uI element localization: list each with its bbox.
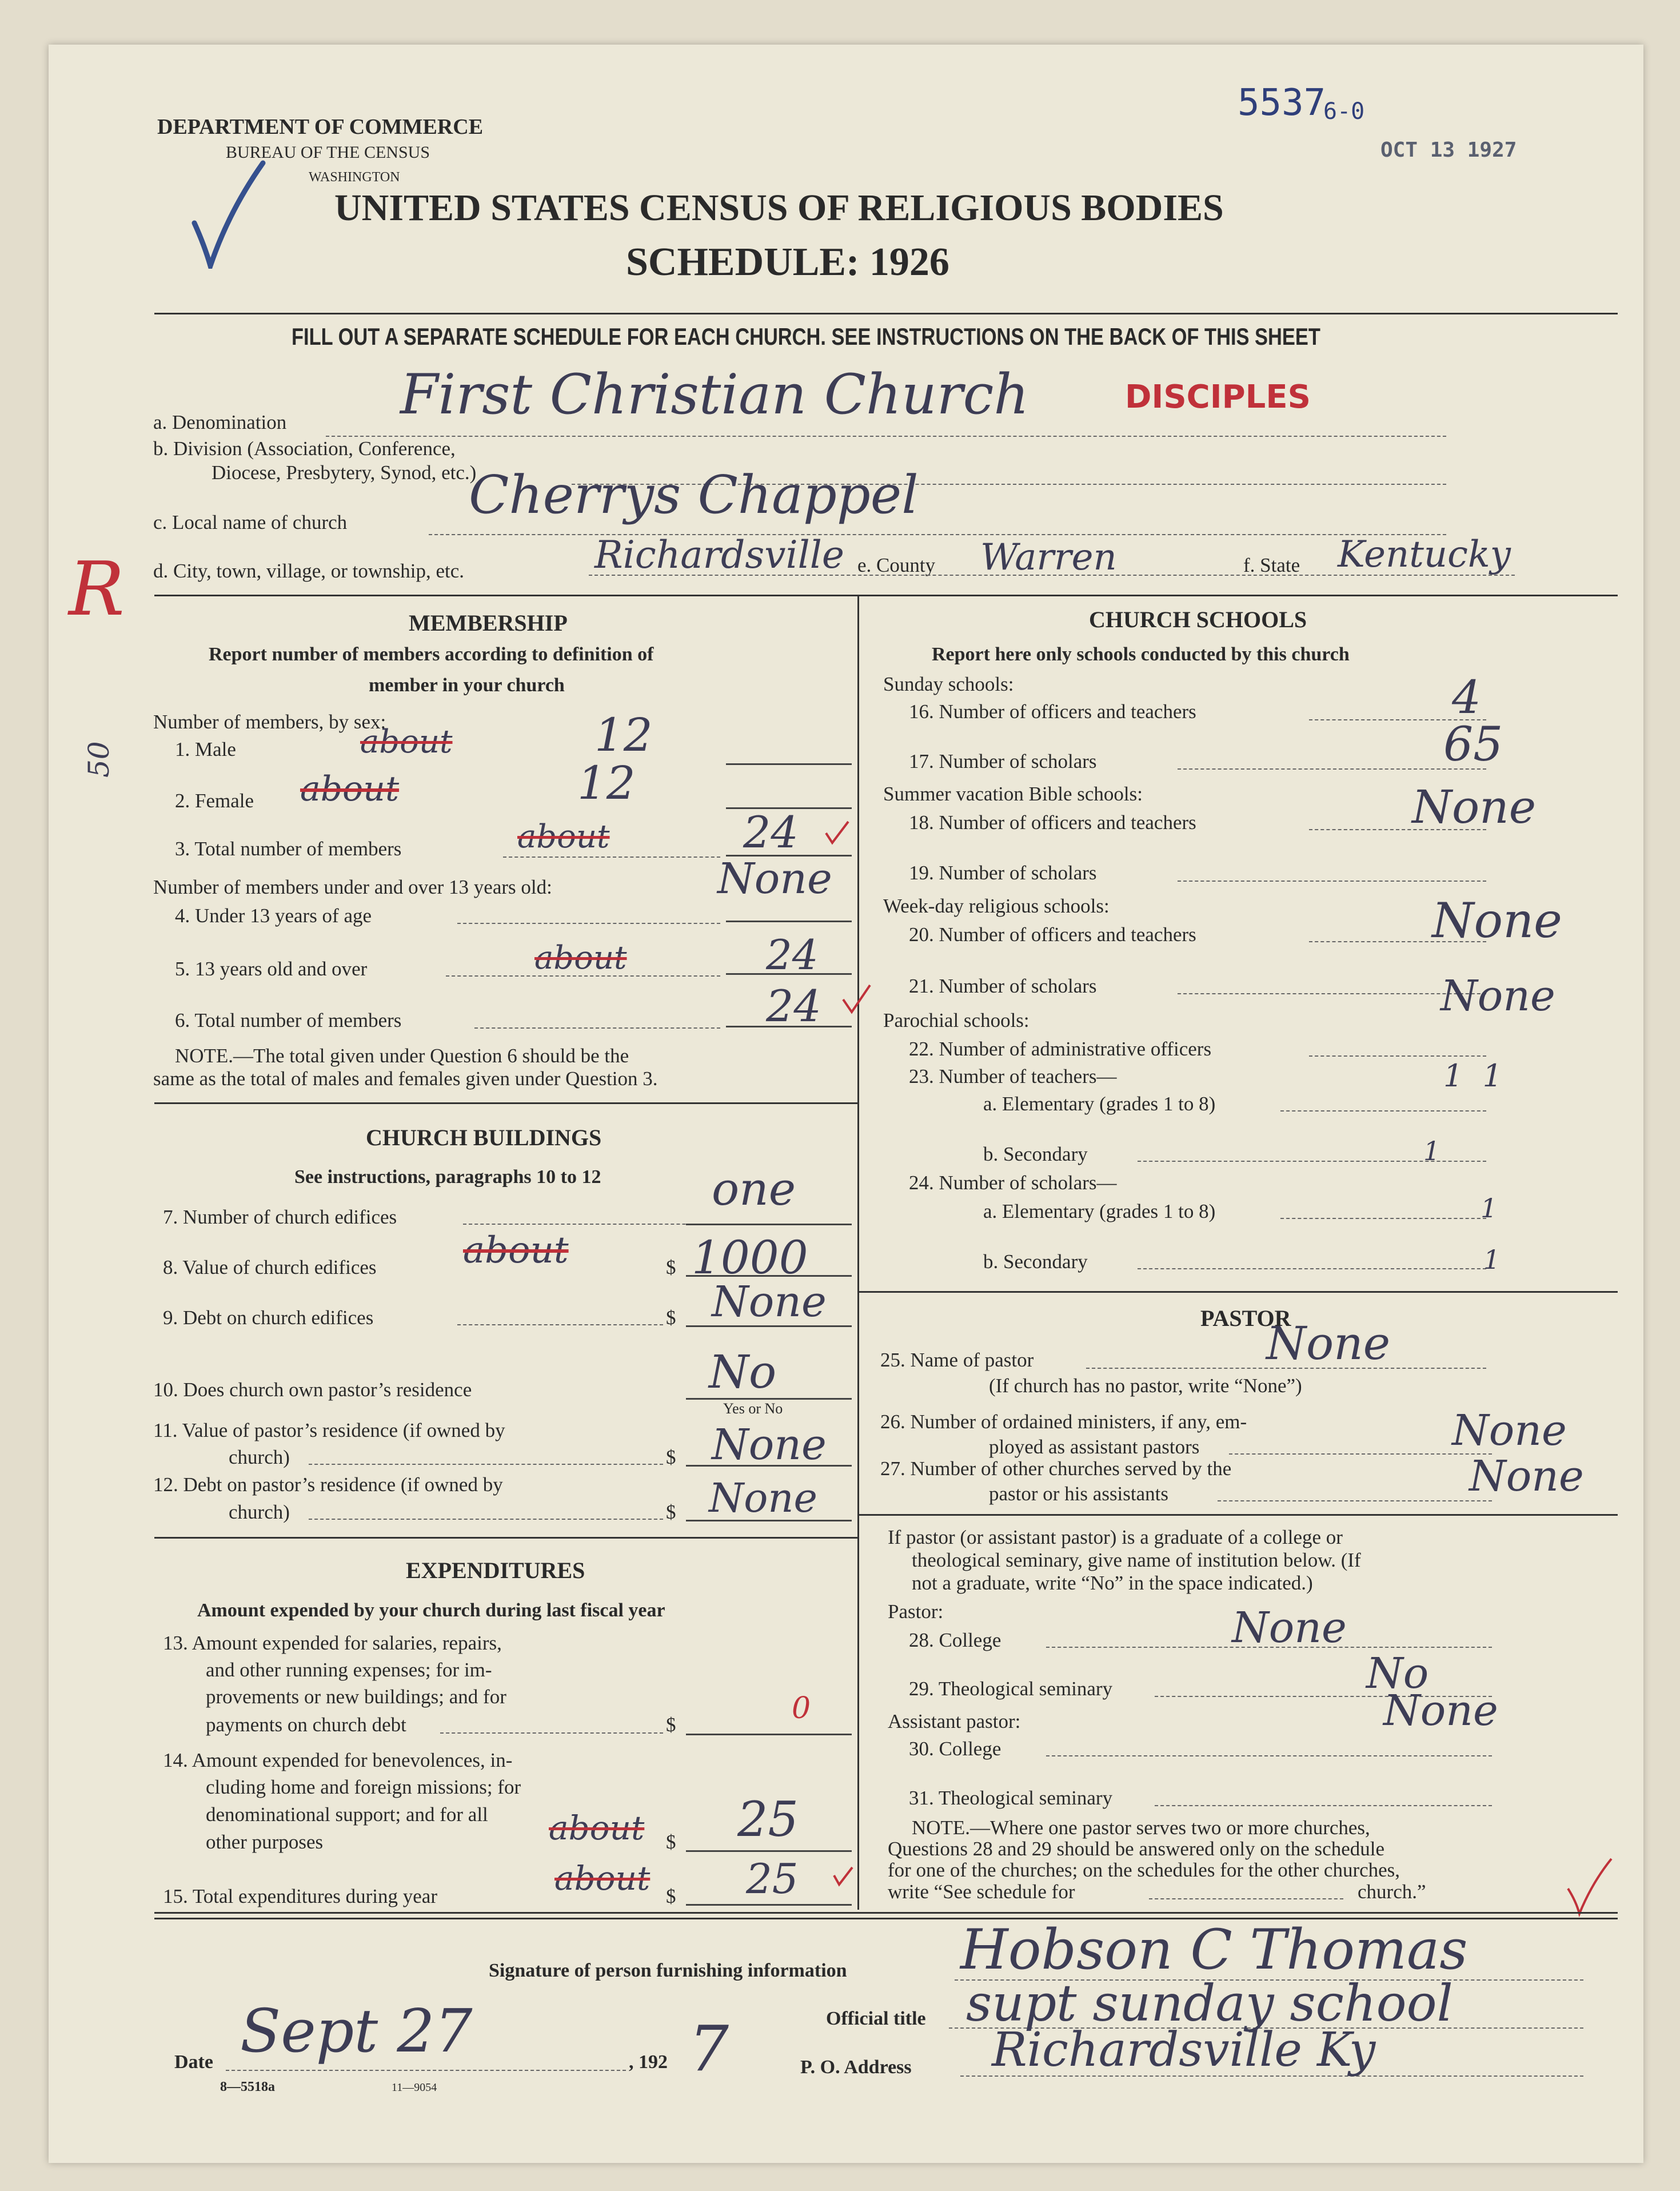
- q13-leader: [440, 1732, 663, 1734]
- q11-answer-line: [686, 1465, 852, 1467]
- graduate-instruction-2: theological seminary, give name of institution below. (If: [912, 1549, 1361, 1571]
- q10-residence-label: 10. Does church own pastor’s residence: [153, 1379, 472, 1401]
- q12-leader: [309, 1519, 663, 1520]
- q11-leader: [309, 1464, 663, 1465]
- q12-value: None: [709, 1475, 817, 1521]
- q4-under-13-label: 4. Under 13 years of age: [175, 905, 372, 927]
- q18-label: 18. Number of officers and teachers: [909, 811, 1196, 834]
- q26-label-line-2: ployed as assistant pastors: [989, 1436, 1200, 1458]
- official-title-label: Official title: [826, 2008, 926, 2029]
- section-rule-top: [154, 595, 1618, 596]
- q2-struck-word: about: [300, 769, 400, 809]
- q9-value: None: [712, 1277, 827, 1326]
- q31-label: 31. Theological seminary: [909, 1787, 1113, 1809]
- q9-leader: [457, 1324, 663, 1325]
- q16-label: 16. Number of officers and teachers: [909, 700, 1196, 723]
- membership-bottom-rule: [154, 1102, 857, 1104]
- parochial-schools-label: Parochial schools:: [883, 1009, 1029, 1031]
- q14-label-line-2: cluding home and foreign missions; for: [206, 1776, 521, 1798]
- q15-dollar-sign: $: [666, 1885, 676, 1907]
- expenditures-heading: EXPENDITURES: [406, 1557, 585, 1583]
- q20-label: 20. Number of officers and teachers: [909, 923, 1196, 946]
- pastor-note-4: write “See schedule for: [888, 1881, 1075, 1903]
- church-buildings-heading: CHURCH BUILDINGS: [366, 1125, 602, 1150]
- assistant-pastor-label: Assistant pastor:: [888, 1710, 1021, 1732]
- q1-male-label: 1. Male: [175, 738, 236, 760]
- q6-leader: [474, 1027, 720, 1029]
- margin-r-mark: R: [69, 545, 125, 632]
- pastor-heading: PASTOR: [1200, 1305, 1291, 1331]
- q3-total-value: 24: [743, 807, 799, 858]
- q9-debt-edifices-label: 9. Debt on church edifices: [163, 1306, 374, 1329]
- q27-label-line-2: pastor or his assistants: [989, 1483, 1169, 1505]
- q13-dollar-sign: $: [666, 1714, 676, 1736]
- q24b-leader: [1138, 1268, 1486, 1269]
- footer-top-rule: [154, 1912, 1618, 1914]
- year-value: 7: [689, 2012, 729, 2085]
- q11-dollar-sign: $: [666, 1446, 676, 1468]
- signature-label: Signature of person furnishing information: [489, 1960, 847, 1981]
- q30-label: 30. College: [909, 1738, 1001, 1760]
- q5-value: 24: [766, 931, 819, 979]
- q7-answer-line: [686, 1224, 852, 1225]
- q16-value: 4: [1452, 671, 1481, 724]
- membership-intro-2: member in your church: [369, 675, 565, 696]
- q28-value: None: [1232, 1603, 1347, 1652]
- print-code: 11—9054: [392, 2081, 437, 2094]
- city-heading: WASHINGTON: [309, 170, 400, 185]
- q13-label-line-4: payments on church debt: [206, 1714, 406, 1736]
- q21-value: None: [1440, 971, 1555, 1021]
- q24-label: 24. Number of scholars—: [909, 1172, 1117, 1194]
- membership-note-1: NOTE.—The total given under Question 6 should be the: [175, 1045, 629, 1067]
- q23b-mark: 1: [1423, 1136, 1440, 1166]
- q11-label-line-1: 11. Value of pastor’s residence (if owned by: [153, 1419, 505, 1441]
- file-number-suffix: 6-0: [1323, 98, 1365, 125]
- q6-check-mark: [840, 982, 875, 1017]
- q28-label: 28. College: [909, 1629, 1001, 1651]
- q25-label: 25. Name of pastor: [880, 1349, 1034, 1371]
- q4-answer-line: [726, 921, 852, 922]
- q3-struck-word: about: [517, 818, 610, 855]
- q14-label-line-4: other purposes: [206, 1831, 324, 1853]
- signature-value: Hobson C Thomas: [960, 1918, 1468, 1982]
- q11-value: None: [712, 1420, 827, 1469]
- q15-struck-word: about: [554, 1859, 651, 1898]
- date-label: Date: [174, 2051, 213, 2073]
- division-label-line-2: Diocese, Presbytery, Synod, etc.): [212, 461, 477, 484]
- q13-value: 0: [792, 1691, 811, 1726]
- q13-answer-line: [686, 1734, 852, 1735]
- q8-dollar-sign: $: [666, 1256, 676, 1278]
- graduate-instruction-3: not a graduate, write “No” in the space indicated.): [912, 1572, 1313, 1594]
- department-heading: DEPARTMENT OF COMMERCE: [157, 115, 484, 139]
- assistant-pastor-value: None: [1383, 1686, 1498, 1735]
- pastor-note-2: Questions 28 and 29 should be answered only on the schedule: [888, 1838, 1385, 1860]
- q23a-leader: [1280, 1110, 1486, 1112]
- q6-total-value: 24: [766, 981, 821, 1031]
- weekday-schools-label: Week-day religious schools:: [883, 895, 1110, 917]
- column-divider: [857, 595, 859, 1910]
- q10-value: No: [709, 1345, 777, 1399]
- church-schools-intro: Report here only schools conducted by this church: [932, 644, 1350, 665]
- q7-edifices-label: 7. Number of church edifices: [163, 1206, 397, 1228]
- q23a-label: a. Elementary (grades 1 to 8): [983, 1093, 1216, 1115]
- expenditures-intro: Amount expended by your church during last fiscal year: [197, 1600, 665, 1621]
- form-title: UNITED STATES CENSUS OF RELIGIOUS BODIES: [334, 187, 1224, 229]
- q12-label-line-1: 12. Debt on pastor’s residence (if owned by: [153, 1473, 503, 1496]
- q21-label: 21. Number of scholars: [909, 975, 1097, 997]
- denomination-line: [326, 436, 1446, 437]
- q12-answer-line: [686, 1520, 852, 1521]
- q14-struck-word: about: [549, 1808, 645, 1847]
- q2-female-value: 12: [577, 756, 636, 810]
- q8-value-edifices-label: 8. Value of church edifices: [163, 1256, 377, 1278]
- q27-value: None: [1469, 1452, 1584, 1501]
- margin-fifty-mark: 50: [82, 741, 115, 778]
- q13-label-line-3: provements or new buildings; and for: [206, 1686, 506, 1708]
- official-title-value: supt sunday school: [966, 1974, 1453, 2033]
- q5-answer-line: [726, 973, 852, 975]
- members-by-age-label: Number of members under and over 13 years old:: [153, 876, 552, 898]
- sunday-schools-label: Sunday schools:: [883, 673, 1014, 695]
- q13-label-line-2: and other running expenses; for im-: [206, 1659, 492, 1681]
- bureau-heading: BUREAU OF THE CENSUS: [226, 143, 430, 162]
- q14-label-line-3: denominational support; and for all: [206, 1803, 488, 1826]
- denomination-stamp: DISCIPLES: [1125, 379, 1311, 416]
- q23-mark: 1 1: [1443, 1058, 1503, 1094]
- q15-total-expenditures-label: 15. Total expenditures during year: [163, 1885, 437, 1907]
- q5-13-and-over-label: 5. 13 years old and over: [175, 958, 368, 980]
- q4-leader: [457, 923, 720, 924]
- members-by-sex-label: Number of members, by sex:: [153, 711, 386, 733]
- date-value: Sept 27: [240, 1996, 473, 2066]
- q24b-mark: 1: [1483, 1244, 1501, 1275]
- buildings-bottom-rule: [154, 1537, 857, 1539]
- county-value: Warren: [980, 536, 1117, 579]
- q3-check-mark: [823, 819, 852, 847]
- q22-label: 22. Number of administrative officers: [909, 1038, 1212, 1060]
- q7-edifices-value: one: [712, 1162, 796, 1216]
- q19-label: 19. Number of scholars: [909, 862, 1097, 884]
- summer-schools-label: Summer vacation Bible schools:: [883, 783, 1143, 805]
- q1-struck-word: about: [360, 723, 453, 760]
- pastor-note-1: NOTE.—Where one pastor serves two or more churches,: [912, 1816, 1370, 1839]
- po-address-value: Richardsville Ky: [992, 2023, 1376, 2077]
- q6-answer-line: [726, 1026, 852, 1027]
- q18-value: None: [1412, 780, 1537, 834]
- q15-check-mark: [832, 1865, 855, 1888]
- pastor-label: Pastor:: [888, 1600, 944, 1623]
- q23-label: 23. Number of teachers—: [909, 1065, 1117, 1087]
- q27-label-line-1: 27. Number of other churches served by the: [880, 1457, 1232, 1480]
- state-value: Kentucky: [1338, 533, 1511, 576]
- denomination-value: First Christian Church: [400, 362, 1029, 427]
- membership-heading: MEMBERSHIP: [409, 610, 568, 636]
- division-label-line-1: b. Division (Association, Conference,: [153, 437, 456, 460]
- q17-leader: [1178, 768, 1486, 770]
- q27-leader: [1218, 1500, 1492, 1501]
- county-label: e. County: [857, 554, 936, 576]
- q29-label: 29. Theological seminary: [909, 1678, 1113, 1700]
- see-schedule-blank: [1149, 1898, 1343, 1899]
- q24a-leader: [1280, 1218, 1486, 1219]
- city-label: d. City, town, village, or township, etc.: [153, 560, 465, 582]
- q24a-mark: 1: [1481, 1193, 1498, 1224]
- pastor-note-3: for one of the churches; on the schedules for the other churches,: [888, 1859, 1400, 1881]
- q12-dollar-sign: $: [666, 1501, 676, 1523]
- separate-schedule-instruction: FILL OUT A SEPARATE SCHEDULE FOR EACH CHURCH. SEE INSTRUCTIONS ON THE BACK OF THIS SHEET: [292, 323, 1320, 350]
- q2-female-label: 2. Female: [175, 790, 254, 812]
- q14-value: 25: [737, 1791, 799, 1847]
- file-number-stamp: 5537: [1238, 82, 1326, 124]
- q22-leader: [1309, 1055, 1486, 1057]
- q25-value: None: [1266, 1317, 1391, 1370]
- red-check-mark-margin: [1563, 1855, 1615, 1918]
- church-buildings-intro: See instructions, paragraphs 10 to 12: [294, 1166, 601, 1188]
- year-label: , 192: [629, 2051, 668, 2073]
- q5-struck-word: about: [534, 939, 627, 977]
- q15-value: 25: [746, 1855, 799, 1903]
- q7-leader: [463, 1224, 715, 1225]
- q10-answer-line: [686, 1398, 852, 1400]
- received-date-stamp: OCT 13 1927: [1380, 138, 1517, 162]
- form-subtitle: SCHEDULE: 1926: [626, 240, 949, 284]
- q15-answer-line: [686, 1904, 852, 1906]
- q8-value: 1000: [692, 1231, 808, 1284]
- q11-label-line-2: church): [229, 1446, 290, 1468]
- q26-value: None: [1452, 1406, 1567, 1455]
- q23b-label: b. Secondary: [983, 1143, 1088, 1165]
- local-name-value: Cherrys Chappel: [469, 464, 919, 525]
- q17-value: 65: [1443, 718, 1503, 772]
- q31-leader: [1155, 1805, 1492, 1806]
- pastor-mid-rule: [857, 1514, 1618, 1516]
- q20-value: None: [1432, 893, 1562, 949]
- city-county-state-line: [589, 575, 1515, 576]
- q3-leader: [503, 857, 720, 858]
- members-by-age-value: None: [717, 854, 832, 903]
- church-schools-heading: CHURCH SCHOOLS: [1089, 607, 1307, 632]
- q30-leader: [1046, 1755, 1492, 1756]
- title-rule: [154, 313, 1618, 314]
- q13-label-line-1: 13. Amount expended for salaries, repairs,: [163, 1632, 502, 1654]
- q21-leader: [1178, 993, 1486, 994]
- date-line: [226, 2070, 626, 2071]
- local-name-line: [429, 534, 1446, 535]
- q14-label-line-1: 14. Amount expended for benevolences, in-: [163, 1749, 513, 1771]
- q29-value: No: [1366, 1649, 1429, 1698]
- q9-answer-line: [686, 1325, 852, 1327]
- q10-yes-no-hint: Yes or No: [723, 1400, 783, 1417]
- blue-check-mark: [189, 160, 274, 269]
- state-label: f. State: [1243, 554, 1300, 576]
- city-value: Richardsville: [594, 533, 844, 577]
- q24a-label: a. Elementary (grades 1 to 8): [983, 1200, 1216, 1222]
- schools-bottom-rule: [857, 1291, 1618, 1293]
- pastor-note-5: church.”: [1358, 1881, 1426, 1903]
- q9-dollar-sign: $: [666, 1306, 676, 1329]
- membership-note-2: same as the total of males and females given under Question 3.: [153, 1067, 658, 1090]
- q14-dollar-sign: $: [666, 1831, 676, 1853]
- local-name-label: c. Local name of church: [153, 511, 348, 533]
- q3-total-members-label: 3. Total number of members: [175, 838, 402, 860]
- q8-answer-line: [686, 1275, 852, 1277]
- q6-total-members-label: 6. Total number of members: [175, 1009, 402, 1031]
- q1-male-value: 12: [594, 708, 653, 762]
- q8-struck-word: about: [463, 1229, 569, 1272]
- q17-label: 17. Number of scholars: [909, 750, 1097, 772]
- q24b-label: b. Secondary: [983, 1250, 1088, 1273]
- membership-intro-1: Report number of members according to definition of: [209, 644, 654, 665]
- q25-hint: (If church has no pastor, write “None”): [989, 1375, 1302, 1397]
- denomination-label: a. Denomination: [153, 411, 287, 433]
- form-number: 8—5518a: [220, 2080, 275, 2094]
- q1-answer-line: [726, 763, 852, 765]
- q14-answer-line: [686, 1850, 852, 1852]
- q26-label-line-1: 26. Number of ordained ministers, if any, em-: [880, 1411, 1247, 1433]
- po-address-label: P. O. Address: [800, 2057, 912, 2078]
- q12-label-line-2: church): [229, 1501, 290, 1523]
- graduate-instruction-1: If pastor (or assistant pastor) is a graduate of a college or: [888, 1526, 1343, 1548]
- q19-leader: [1178, 881, 1486, 882]
